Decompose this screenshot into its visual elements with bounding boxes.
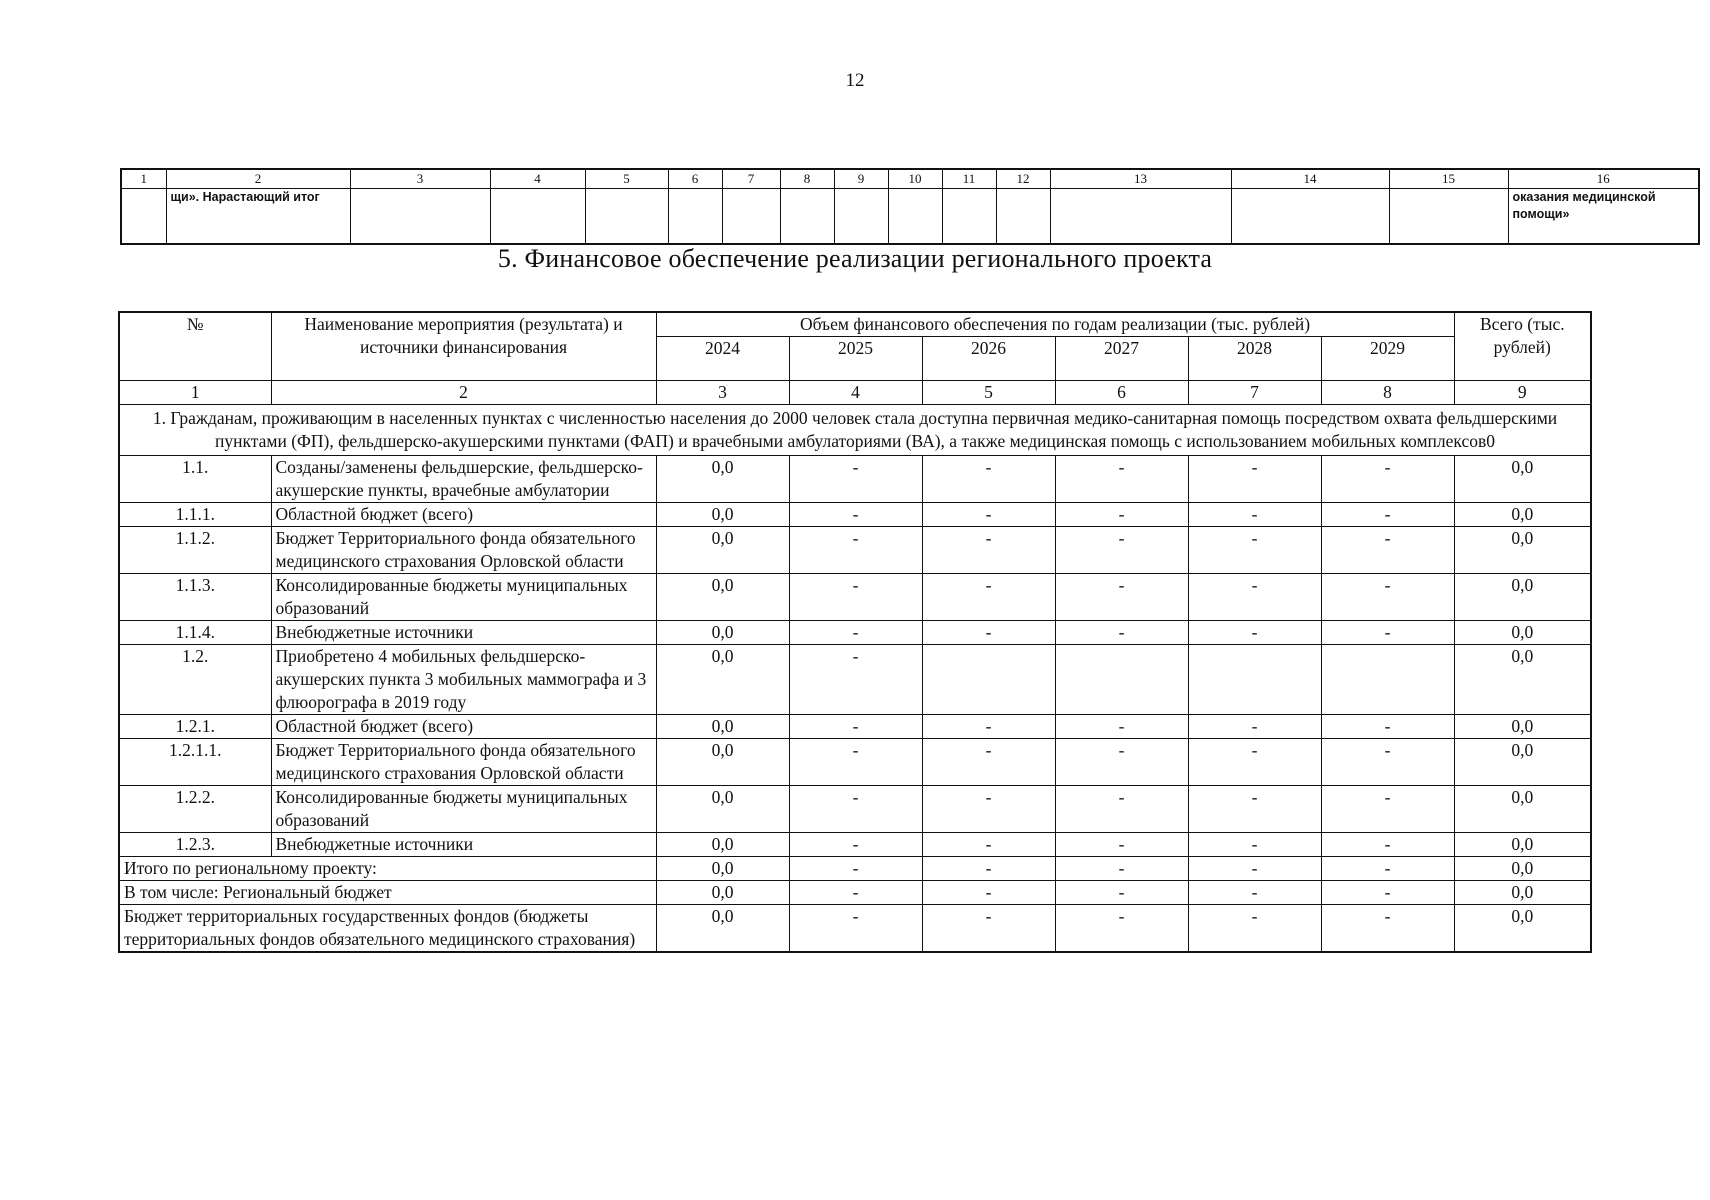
continuation-col-number: 3 [350, 169, 490, 189]
row-value-v2028: - [1188, 739, 1321, 786]
row-value-v2024: 0,0 [656, 456, 789, 503]
row-value-total: 0,0 [1454, 739, 1591, 786]
row-value-v2024: 0,0 [656, 645, 789, 715]
row-number: 1.2. [119, 645, 271, 715]
row-value-v2026: - [922, 786, 1055, 833]
summary-value-v2029: - [1321, 905, 1454, 953]
row-value-v2025: - [789, 456, 922, 503]
summary-row [119, 905, 1591, 953]
financial-table [118, 311, 1592, 953]
row-name: Внебюджетные источники [271, 833, 656, 857]
continuation-data-row [121, 189, 1699, 245]
row-value-v2028: - [1188, 715, 1321, 739]
row-value-v2028: - [1188, 833, 1321, 857]
column-number: 6 [1055, 381, 1188, 405]
summary-value-total: 0,0 [1454, 905, 1591, 953]
summary-value-v2026: - [922, 881, 1055, 905]
table-row [119, 786, 1591, 833]
continuation-col-number: 4 [490, 169, 585, 189]
continuation-col-number: 8 [780, 169, 834, 189]
row-value-v2029: - [1321, 621, 1454, 645]
table-row [119, 833, 1591, 857]
summary-value-v2025: - [789, 881, 922, 905]
summary-value-v2028: - [1188, 905, 1321, 953]
row-value-v2028: - [1188, 574, 1321, 621]
row-name: Бюджет Территориального фонда обязательного медицинского страхования Орловской области [271, 527, 656, 574]
row-value-total: 0,0 [1454, 715, 1591, 739]
row-value-v2025: - [789, 503, 922, 527]
header-year: 2029 [1321, 337, 1454, 381]
summary-value-v2029: - [1321, 881, 1454, 905]
row-value-v2027: - [1055, 621, 1188, 645]
continuation-col-number: 13 [1050, 169, 1231, 189]
row-value-v2027 [1055, 645, 1188, 715]
summary-label: Итого по региональному проекту: [119, 857, 656, 881]
summary-value-v2028: - [1188, 857, 1321, 881]
header-year: 2024 [656, 337, 789, 381]
summary-value-v2028: - [1188, 881, 1321, 905]
row-name: Консолидированные бюджеты муниципальных образований [271, 574, 656, 621]
row-value-v2025: - [789, 621, 922, 645]
table-row [119, 645, 1591, 715]
header-total: Всего (тыс. рублей) [1454, 312, 1591, 381]
header-volume: Объем финансового обеспечения по годам реализации (тыс. рублей) [656, 312, 1454, 337]
row-value-v2027: - [1055, 715, 1188, 739]
row-value-v2029: - [1321, 574, 1454, 621]
continuation-col-number: 16 [1508, 169, 1699, 189]
table-row [119, 621, 1591, 645]
row-number: 1.2.3. [119, 833, 271, 857]
table-row [119, 527, 1591, 574]
summary-value-v2025: - [789, 857, 922, 881]
row-value-v2026: - [922, 715, 1055, 739]
row-number: 1.1.3. [119, 574, 271, 621]
header-num: № [119, 312, 271, 381]
row-number: 1.2.1. [119, 715, 271, 739]
summary-rows [119, 857, 1591, 953]
row-value-v2027: - [1055, 833, 1188, 857]
section-heading: 1. Гражданам, проживающим в населенных пунктах с численностью населения до 2000 человек стала доступна первичная медико-санитарная помощь посредством охвата фельдшерскими пунктами (ФП), фельдшерско-акушерскими пунктами (ФАП) и врачебными амбулаториями (ВА), а также медицинская помощь с использованием мобильных комплексов0 [119, 405, 1591, 456]
column-numbers-row [119, 381, 1591, 405]
row-value-v2029: - [1321, 715, 1454, 739]
row-value-v2028: - [1188, 621, 1321, 645]
row-value-total: 0,0 [1454, 621, 1591, 645]
row-value-v2024: 0,0 [656, 786, 789, 833]
continuation-col-number: 6 [668, 169, 722, 189]
column-number: 7 [1188, 381, 1321, 405]
row-value-v2027: - [1055, 786, 1188, 833]
row-value-total: 0,0 [1454, 786, 1591, 833]
summary-value-v2027: - [1055, 857, 1188, 881]
row-value-v2026: - [922, 527, 1055, 574]
summary-label: Бюджет территориальных государственных фондов (бюджеты территориальных фондов обязательного медицинского страхования) [119, 905, 656, 953]
summary-value-v2024: 0,0 [656, 905, 789, 953]
summary-row [119, 857, 1591, 881]
row-value-v2025: - [789, 739, 922, 786]
continuation-table [120, 168, 1700, 245]
table-row [119, 503, 1591, 527]
row-value-v2024: 0,0 [656, 715, 789, 739]
row-number: 1.2.2. [119, 786, 271, 833]
table-row [119, 574, 1591, 621]
row-value-v2025: - [789, 715, 922, 739]
row-value-v2029: - [1321, 527, 1454, 574]
row-value-v2027: - [1055, 456, 1188, 503]
row-value-v2029: - [1321, 739, 1454, 786]
column-number: 8 [1321, 381, 1454, 405]
row-number: 1.1.1. [119, 503, 271, 527]
row-value-v2025: - [789, 645, 922, 715]
row-value-total: 0,0 [1454, 527, 1591, 574]
row-value-v2026: - [922, 621, 1055, 645]
continuation-col-number: 9 [834, 169, 888, 189]
row-value-v2029: - [1321, 786, 1454, 833]
row-value-v2024: 0,0 [656, 503, 789, 527]
continuation-col-number: 12 [996, 169, 1050, 189]
continuation-column-numbers [121, 169, 1699, 189]
row-value-total: 0,0 [1454, 645, 1591, 715]
row-value-v2024: 0,0 [656, 527, 789, 574]
row-value-v2029: - [1321, 503, 1454, 527]
row-name: Областной бюджет (всего) [271, 503, 656, 527]
row-value-v2029: - [1321, 833, 1454, 857]
row-name: Приобретено 4 мобильных фельдшерско-акушерских пункта 3 мобильных маммографа и 3 флюорографа в 2019 году [271, 645, 656, 715]
row-name: Созданы/заменены фельдшерские, фельдшерско-акушерские пункты, врачебные амбулатории [271, 456, 656, 503]
row-name: Бюджет Территориального фонда обязательного медицинского страхования Орловской области [271, 739, 656, 786]
row-value-v2024: 0,0 [656, 739, 789, 786]
summary-row [119, 881, 1591, 905]
row-value-v2027: - [1055, 503, 1188, 527]
header-year: 2028 [1188, 337, 1321, 381]
row-value-total: 0,0 [1454, 833, 1591, 857]
row-value-v2026: - [922, 456, 1055, 503]
continuation-col2-text: щи». Нарастающий итог [166, 189, 350, 245]
row-value-v2025: - [789, 833, 922, 857]
continuation-col-number: 5 [585, 169, 668, 189]
summary-value-v2025: - [789, 905, 922, 953]
row-number: 1.2.1.1. [119, 739, 271, 786]
summary-label: В том числе: Региональный бюджет [119, 881, 656, 905]
row-value-v2028: - [1188, 503, 1321, 527]
financial-rows [119, 456, 1591, 857]
table-row [119, 715, 1591, 739]
row-name: Консолидированные бюджеты муниципальных образований [271, 786, 656, 833]
continuation-col-number: 10 [888, 169, 942, 189]
header-name: Наименование мероприятия (результата) и источники финансирования [271, 312, 656, 381]
row-value-v2027: - [1055, 574, 1188, 621]
row-value-v2024: 0,0 [656, 621, 789, 645]
row-number: 1.1. [119, 456, 271, 503]
row-value-v2026 [922, 645, 1055, 715]
row-number: 1.1.2. [119, 527, 271, 574]
row-value-v2028: - [1188, 527, 1321, 574]
row-name: Внебюджетные источники [271, 621, 656, 645]
row-value-v2026: - [922, 503, 1055, 527]
summary-value-v2026: - [922, 905, 1055, 953]
summary-value-v2024: 0,0 [656, 881, 789, 905]
row-value-total: 0,0 [1454, 456, 1591, 503]
row-value-v2029 [1321, 645, 1454, 715]
row-value-v2028 [1188, 645, 1321, 715]
row-value-v2025: - [789, 574, 922, 621]
row-value-v2024: 0,0 [656, 833, 789, 857]
continuation-col-number: 7 [722, 169, 780, 189]
row-value-v2025: - [789, 786, 922, 833]
summary-value-v2029: - [1321, 857, 1454, 881]
summary-value-v2027: - [1055, 905, 1188, 953]
header-year: 2026 [922, 337, 1055, 381]
column-number: 2 [271, 381, 656, 405]
row-value-v2028: - [1188, 456, 1321, 503]
summary-value-v2024: 0,0 [656, 857, 789, 881]
row-value-v2026: - [922, 833, 1055, 857]
row-value-v2026: - [922, 739, 1055, 786]
header-row-1 [119, 312, 1591, 337]
continuation-col16-text: оказания медицинской помощи» [1508, 189, 1699, 245]
table-row [119, 739, 1591, 786]
column-number: 3 [656, 381, 789, 405]
summary-value-total: 0,0 [1454, 881, 1591, 905]
section-title: 5. Финансовое обеспечение реализации регионального проекта [497, 244, 1213, 273]
summary-value-v2027: - [1055, 881, 1188, 905]
continuation-col-number: 11 [942, 169, 996, 189]
row-value-v2028: - [1188, 786, 1321, 833]
row-name: Областной бюджет (всего) [271, 715, 656, 739]
summary-value-total: 0,0 [1454, 857, 1591, 881]
row-value-v2025: - [789, 527, 922, 574]
column-number: 9 [1454, 381, 1591, 405]
row-value-v2029: - [1321, 456, 1454, 503]
table-row [119, 456, 1591, 503]
row-value-total: 0,0 [1454, 574, 1591, 621]
row-value-v2027: - [1055, 527, 1188, 574]
column-number: 1 [119, 381, 271, 405]
column-number: 4 [789, 381, 922, 405]
header-year: 2027 [1055, 337, 1188, 381]
row-value-v2026: - [922, 574, 1055, 621]
row-number: 1.1.4. [119, 621, 271, 645]
continuation-col-number: 2 [166, 169, 350, 189]
continuation-col-number: 14 [1231, 169, 1389, 189]
continuation-col-number: 1 [121, 169, 166, 189]
column-number: 5 [922, 381, 1055, 405]
row-value-v2024: 0,0 [656, 574, 789, 621]
row-value-total: 0,0 [1454, 503, 1591, 527]
summary-value-v2026: - [922, 857, 1055, 881]
header-year: 2025 [789, 337, 922, 381]
continuation-col-number: 15 [1389, 169, 1508, 189]
section-heading-row [119, 405, 1591, 456]
page-number: 12 [845, 70, 865, 91]
row-value-v2027: - [1055, 739, 1188, 786]
